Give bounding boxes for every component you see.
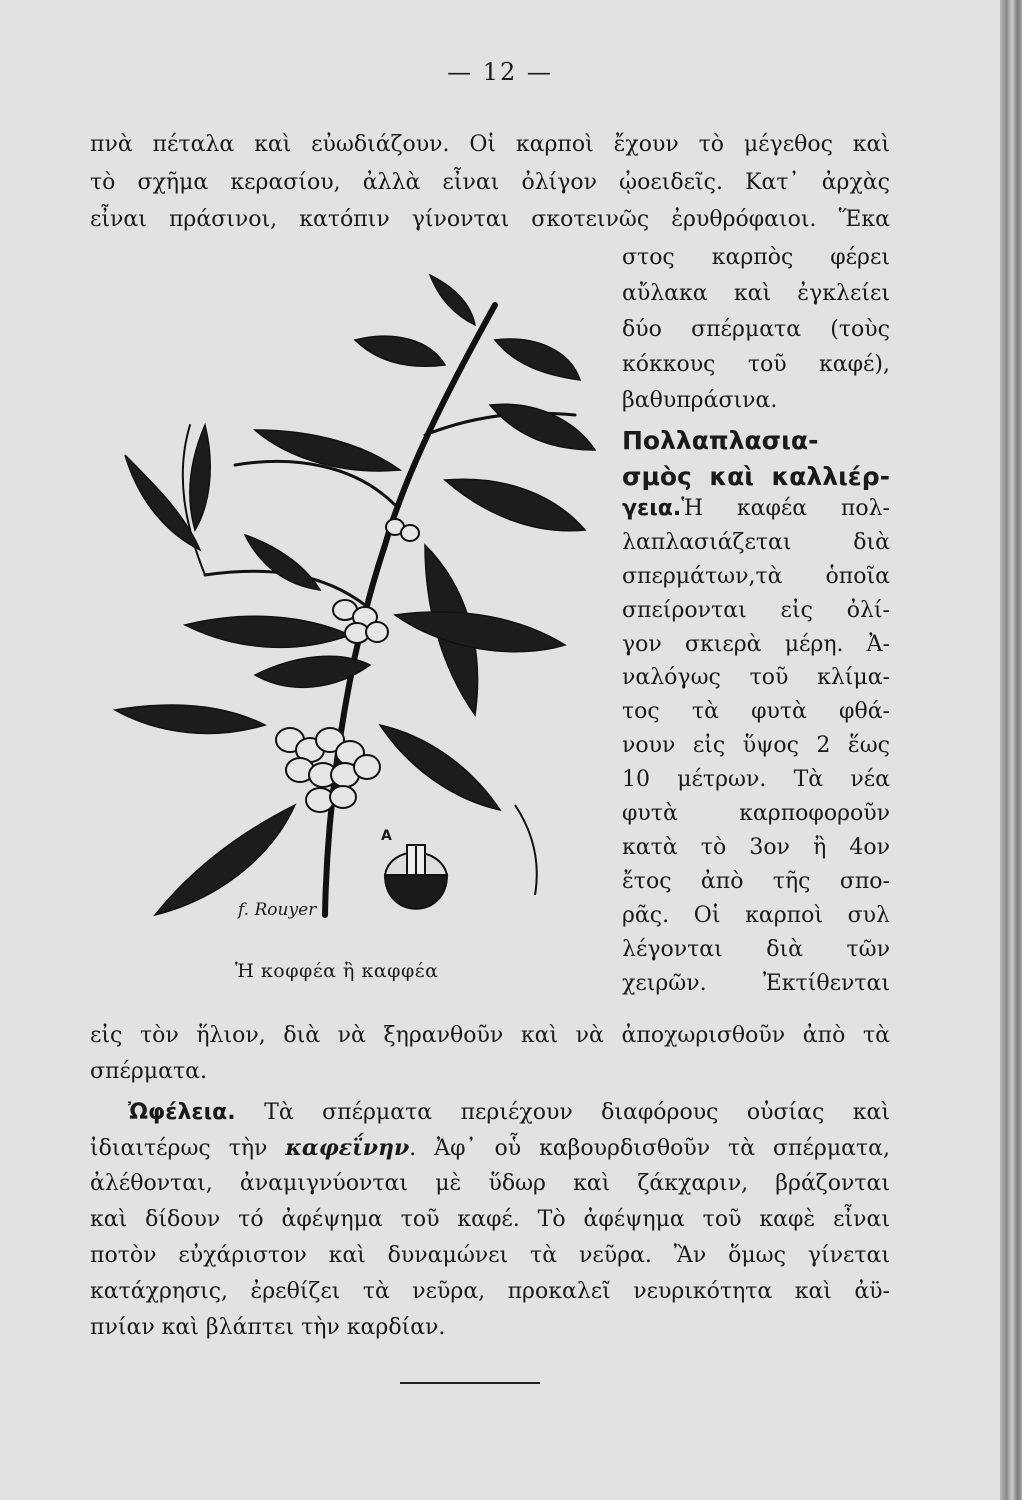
- body-line: κατάχρησις, ἐρεθίζει τὰ νεῦρα, προκαλεῖ νευρικότητα καὶ ἀϋ-: [90, 1279, 890, 1304]
- body-line: εἶναι πράσινοι, κατόπιν γίνονται σκοτεινῶς ἐρυθρόφαιοι. Ἕκα: [90, 207, 890, 232]
- column-line: σπερμάτων,τὰ ὁποῖα: [622, 564, 890, 589]
- column-line: στος καρπὸς φέρει: [622, 245, 890, 270]
- column-line: δύο σπέρματα (τοὺς: [622, 317, 890, 342]
- section-heading-propagation: γεια.: [622, 496, 682, 521]
- column-line: λαπλασιάζεται διὰ: [622, 530, 890, 555]
- column-line: ναλόγως τοῦ κλίμα-: [622, 665, 890, 690]
- body-line: πνὰ πέταλα καὶ εὐωδιάζουν. Οἱ καρποὶ ἔχουν τὸ μέγεθος καὶ: [90, 132, 890, 157]
- column-line: κόκκους τοῦ καφέ),: [622, 352, 890, 377]
- figure-label: A: [381, 828, 392, 844]
- figure-caption: Ἡ κοφφέα ἢ καφφέα: [235, 960, 439, 982]
- column-line: λέγονται διὰ τῶν: [622, 937, 890, 962]
- section-heading-benefit: Ὠφέλεια.: [128, 1100, 236, 1125]
- column-line: βαθυπράσινα.: [622, 388, 778, 413]
- column-line: αὔλακα καὶ ἐγκλείει: [622, 281, 890, 306]
- column-line: χειρῶν. Ἐκτίθενται: [622, 971, 890, 996]
- column-line: κατὰ τὸ 3ον ἢ 4ον: [622, 835, 890, 860]
- caffeine-term: καφεΐνην: [285, 1135, 410, 1161]
- section-heading-propagation: Πολλαπλασια-: [622, 426, 819, 455]
- body-line: σπέρματα.: [90, 1059, 207, 1084]
- body-line: εἰς τὸν ἥλιον, διὰ νὰ ξηρανθοῦν καὶ νὰ ἀποχωρισθοῦν ἀπὸ τὰ: [90, 1023, 890, 1048]
- body-line: Ὠφέλεια. Τὰ σπέρματα περιέχουν διαφόρους οὐσίας καὶ: [128, 1100, 891, 1125]
- column-line: 10 μέτρων. Τὰ νέα: [622, 767, 890, 792]
- coffee-plant-illustration: [95, 245, 615, 955]
- body-line: τὸ σχῆμα κερασίου, ἀλλὰ εἶναι ὀλίγον ᾠοειδεῖς. Κατ᾽ ἀρχὰς: [90, 170, 890, 195]
- column-line: φυτὰ καρποφοροῦν: [622, 801, 890, 826]
- column-line: τος τὰ φυτὰ φθά-: [622, 699, 890, 724]
- column-line: νουν εἰς ὕψος 2 ἕως: [622, 733, 890, 758]
- body-line: πνίαν καὶ βλάπτει τὴν καρδίαν.: [90, 1315, 446, 1340]
- book-page-edge: [1000, 0, 1022, 1500]
- end-rule: [400, 1382, 540, 1384]
- column-line: γεια.Ἡ καφέα πολ-: [622, 496, 890, 521]
- body-line: καὶ δίδουν τό ἀφέψημα τοῦ καφέ. Τὸ ἀφέψημα τοῦ καφὲ εἶναι: [90, 1207, 890, 1232]
- body-line: ἀλέθονται, ἀναμιγνύονται μὲ ὕδωρ καὶ ζάκχαριν, βράζονται: [90, 1171, 890, 1196]
- artist-signature: f. Rouyer: [238, 900, 317, 920]
- column-line: σπείρονται εἰς ὀλί-: [622, 598, 890, 623]
- column-line: ρᾶς. Οἱ καρποὶ συλ: [622, 903, 890, 928]
- page-number: — 12 —: [447, 58, 553, 86]
- column-line: ἔτος ἀπὸ τῆς σπο-: [622, 869, 890, 894]
- body-line: ἰδιαιτέρως τὴν καφεΐνην. Ἀφ᾽ οὗ καβουρδισθοῦν τὰ σπέρματα,: [90, 1135, 890, 1161]
- section-heading-propagation: σμὸς καὶ καλλιέρ-: [622, 462, 890, 491]
- seed-cross-section: [385, 845, 447, 909]
- body-line: ποτὸν εὐχάριστον καὶ δυναμώνει τὰ νεῦρα. Ἂν ὅμως γίνεται: [90, 1243, 890, 1268]
- column-line: γον σκιερὰ μέρη. Ἀ-: [622, 632, 890, 657]
